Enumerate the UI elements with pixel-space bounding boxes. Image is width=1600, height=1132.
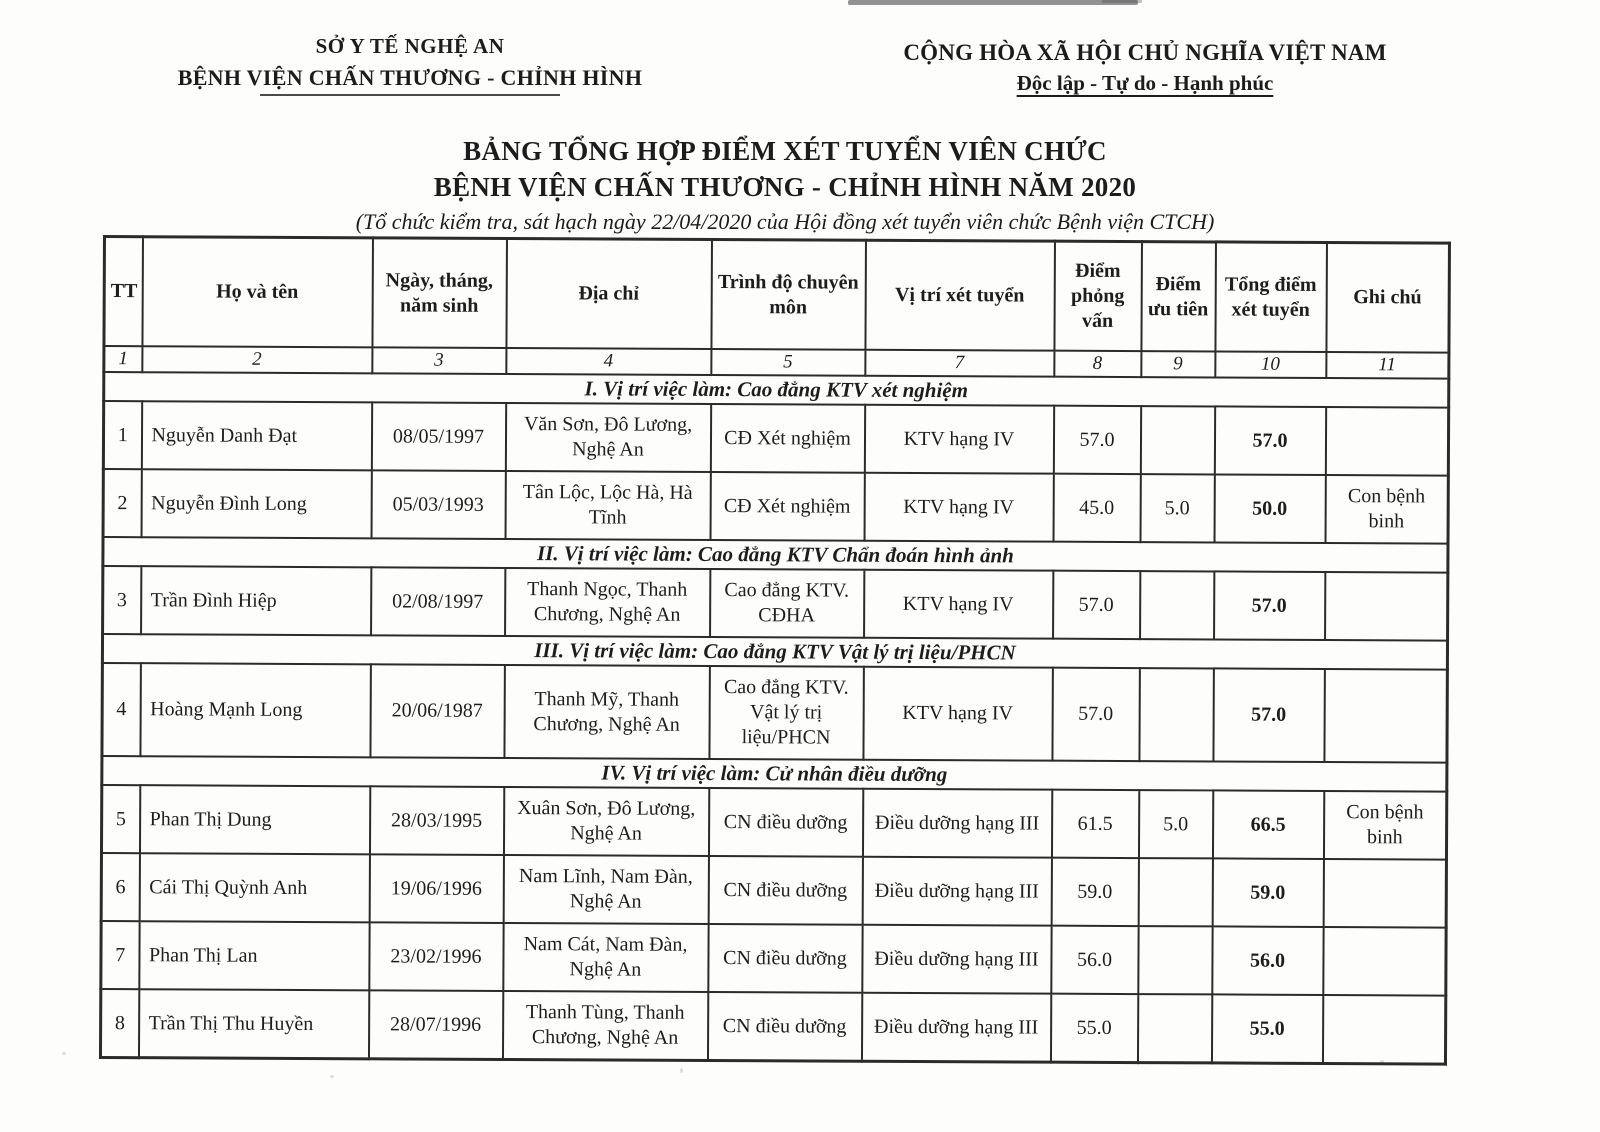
cell-total_score: 56.0 bbox=[1212, 926, 1323, 995]
cell-position: KTV hạng IV bbox=[864, 405, 1053, 474]
cell-priority_score: 5.0 bbox=[1140, 474, 1214, 542]
cell-note bbox=[1323, 859, 1446, 928]
cell-dob: 28/03/1995 bbox=[369, 786, 503, 855]
cell-name: Trần Thị Thu Huyền bbox=[138, 989, 368, 1059]
cell-address: Thanh Tùng, Thanh Chương, Nghệ An bbox=[502, 991, 707, 1061]
cell-dob: 20/06/1987 bbox=[370, 664, 504, 758]
scan-speck bbox=[330, 1075, 334, 1078]
cell-position: Điều dưỡng hạng III bbox=[862, 925, 1051, 994]
cell-position: KTV hạng IV bbox=[863, 667, 1052, 761]
cell-qualification: CN điều dưỡng bbox=[708, 924, 862, 993]
cell-qualification: CĐ Xét nghiệm bbox=[710, 472, 864, 541]
column-header-name: Họ và tên bbox=[142, 237, 373, 348]
table-row bbox=[102, 663, 1447, 763]
cell-interview_score: 61.5 bbox=[1051, 790, 1138, 858]
column-number-tt: 1 bbox=[104, 346, 142, 372]
scan-speck bbox=[62, 1052, 66, 1055]
scan-speck bbox=[680, 1068, 683, 1073]
section-label: IV. Vị trí việc làm: Cử nhân điều dưỡng bbox=[102, 756, 1447, 792]
national-motto-block bbox=[855, 40, 1435, 96]
cell-total_score: 55.0 bbox=[1211, 994, 1322, 1063]
scan-artifact-bar bbox=[1102, 0, 1142, 3]
cell-note bbox=[1322, 995, 1445, 1064]
cell-note bbox=[1325, 407, 1448, 476]
cell-name: Phan Thị Dung bbox=[139, 785, 369, 854]
cell-position: Điều dưỡng hạng III bbox=[861, 993, 1050, 1062]
cell-priority_score bbox=[1140, 571, 1214, 639]
cell-qualification: CN điều dưỡng bbox=[708, 788, 862, 857]
cell-note bbox=[1325, 572, 1448, 641]
cell-address: Xuân Sơn, Đô Lương, Nghệ An bbox=[503, 787, 708, 856]
cell-note: Con bệnh binh bbox=[1323, 791, 1446, 860]
document-title-line2: BỆNH VIỆN CHẤN THƯƠNG - CHỈNH HÌNH NĂM 2020 bbox=[433, 172, 1137, 202]
cell-qualification: CĐ Xét nghiệm bbox=[710, 404, 864, 473]
table-row bbox=[103, 469, 1448, 544]
cell-address: Tân Lộc, Lộc Hà, Hà Tĩnh bbox=[505, 471, 710, 540]
cell-note bbox=[1323, 927, 1446, 996]
cell-tt: 5 bbox=[101, 785, 139, 853]
cell-total_score: 57.0 bbox=[1214, 406, 1325, 475]
cell-total_score: 66.5 bbox=[1212, 790, 1323, 859]
org-name-underline bbox=[260, 94, 560, 96]
cell-name: Nguyễn Danh Đạt bbox=[141, 401, 371, 470]
cell-position: Điều dưỡng hạng III bbox=[862, 789, 1051, 858]
cell-priority_score bbox=[1140, 406, 1214, 474]
table-row bbox=[103, 401, 1448, 476]
table-row bbox=[103, 566, 1448, 641]
issuing-org-block bbox=[130, 34, 690, 96]
column-header-dob: Ngày, tháng, năm sinh bbox=[372, 238, 507, 348]
table-row bbox=[101, 785, 1446, 860]
cell-priority_score bbox=[1137, 994, 1211, 1063]
section-label: II. Vị trí việc làm: Cao đẳng KTV Chẩn đoán hình ảnh bbox=[103, 537, 1448, 573]
national-motto: Độc lập - Tự do - Hạnh phúc bbox=[1016, 71, 1274, 95]
cell-dob: 02/08/1997 bbox=[371, 567, 505, 636]
cell-tt: 4 bbox=[102, 663, 140, 756]
cell-interview_score: 59.0 bbox=[1051, 858, 1138, 926]
cell-dob: 08/05/1997 bbox=[371, 402, 505, 471]
cell-address: Nam Lĩnh, Nam Đàn, Nghệ An bbox=[503, 855, 708, 924]
cell-dob: 19/06/1996 bbox=[369, 854, 503, 923]
cell-tt: 7 bbox=[101, 921, 139, 989]
cell-name: Hoàng Mạnh Long bbox=[140, 663, 370, 757]
cell-tt: 2 bbox=[103, 469, 141, 537]
cell-interview_score: 57.0 bbox=[1053, 571, 1140, 639]
cell-qualification: CN điều dưỡng bbox=[708, 856, 862, 925]
document-title-line1: BẢNG TỔNG HỢP ĐIỂM XÉT TUYỂN VIÊN CHỨC bbox=[463, 136, 1107, 166]
cell-interview_score: 57.0 bbox=[1053, 406, 1140, 474]
cell-qualification: Cao đẳng KTV. Vật lý trị liệu/PHCN bbox=[709, 666, 863, 760]
document-subtitle: (Tổ chức kiểm tra, sát hạch ngày 22/04/2020 của Hội đồng xét tuyển viên chức Bệnh viện CTCH) bbox=[355, 209, 1215, 234]
cell-priority_score bbox=[1138, 926, 1212, 994]
column-number-qualification: 5 bbox=[711, 349, 865, 376]
column-header-note: Ghi chú bbox=[1326, 242, 1450, 352]
column-header-position: Vị trí xét tuyển bbox=[865, 240, 1055, 350]
header-row bbox=[104, 237, 1450, 353]
org-parent-name: SỞ Y TẾ NGHỆ AN bbox=[315, 34, 505, 58]
column-number-priority_score: 9 bbox=[1141, 351, 1215, 377]
column-number-total_score: 10 bbox=[1215, 351, 1326, 378]
cell-note bbox=[1324, 669, 1447, 763]
section-label: III. Vị trí việc làm: Cao đẳng KTV Vật lý trị liệu/PHCN bbox=[102, 634, 1447, 670]
cell-position: KTV hạng IV bbox=[864, 570, 1053, 639]
cell-address: Thanh Ngọc, Thanh Chương, Nghệ An bbox=[505, 568, 710, 637]
cell-note: Con bệnh binh bbox=[1325, 475, 1448, 544]
national-title: CỘNG HÒA XÃ HỘI CHỦ NGHĨA VIỆT NAM bbox=[903, 40, 1387, 65]
cell-tt: 3 bbox=[103, 566, 141, 634]
table-row bbox=[101, 853, 1446, 928]
cell-total_score: 57.0 bbox=[1214, 571, 1325, 640]
cell-qualification: Cao đẳng KTV. CĐHA bbox=[710, 569, 864, 638]
cell-dob: 28/07/1996 bbox=[368, 990, 502, 1059]
cell-tt: 6 bbox=[101, 853, 139, 921]
org-name: BỆNH VIỆN CHẤN THƯƠNG - CHỈNH HÌNH bbox=[177, 65, 643, 90]
cell-address: Thanh Mỹ, Thanh Chương, Nghệ An bbox=[504, 665, 709, 759]
column-header-total_score: Tổng điểm xét tuyển bbox=[1215, 242, 1327, 352]
cell-name: Phan Thị Lan bbox=[139, 921, 369, 990]
cell-tt: 1 bbox=[103, 401, 141, 469]
cell-position: KTV hạng IV bbox=[864, 473, 1053, 542]
table-row bbox=[100, 989, 1445, 1064]
document-title-block bbox=[200, 136, 1370, 235]
table-body bbox=[100, 372, 1448, 1064]
cell-address: Nam Cát, Nam Đàn, Nghệ An bbox=[503, 923, 708, 992]
cell-dob: 23/02/1996 bbox=[369, 922, 503, 991]
cell-interview_score: 55.0 bbox=[1050, 994, 1137, 1063]
column-number-position: 7 bbox=[865, 350, 1054, 377]
cell-total_score: 57.0 bbox=[1213, 668, 1324, 762]
cell-name: Cái Thị Quỳnh Anh bbox=[139, 853, 369, 922]
column-number-note: 11 bbox=[1326, 352, 1449, 379]
column-number-address: 4 bbox=[506, 348, 711, 375]
column-header-interview_score: Điểm phỏng vấn bbox=[1054, 241, 1142, 351]
cell-name: Nguyễn Đình Long bbox=[141, 469, 371, 538]
section-label: I. Vị trí việc làm: Cao đẳng KTV xét nghiệm bbox=[104, 372, 1449, 408]
cell-qualification: CN điều dưỡng bbox=[707, 992, 861, 1061]
column-header-tt: TT bbox=[104, 237, 143, 347]
cell-total_score: 59.0 bbox=[1212, 858, 1323, 927]
cell-priority_score: 5.0 bbox=[1138, 790, 1212, 858]
column-number-interview_score: 8 bbox=[1054, 351, 1141, 377]
score-table-wrap bbox=[99, 235, 1448, 1066]
scan-artifact-bar bbox=[848, 0, 1138, 5]
cell-position: Điều dưỡng hạng III bbox=[862, 857, 1051, 926]
column-header-qualification: Trình độ chuyên môn bbox=[711, 239, 866, 349]
cell-dob: 05/03/1993 bbox=[371, 470, 505, 539]
column-number-dob: 3 bbox=[372, 347, 506, 374]
table-row bbox=[101, 921, 1446, 996]
cell-interview_score: 56.0 bbox=[1051, 926, 1138, 994]
cell-name: Trần Đình Hiệp bbox=[141, 566, 371, 635]
column-header-address: Địa chỉ bbox=[506, 238, 712, 349]
cell-address: Văn Sơn, Đô Lương, Nghệ An bbox=[505, 403, 710, 472]
cell-interview_score: 57.0 bbox=[1052, 668, 1139, 761]
column-header-priority_score: Điểm ưu tiên bbox=[1141, 242, 1216, 352]
cell-tt: 8 bbox=[100, 989, 138, 1058]
column-number-name: 2 bbox=[142, 346, 372, 373]
cell-interview_score: 45.0 bbox=[1053, 474, 1140, 542]
cell-total_score: 50.0 bbox=[1214, 474, 1325, 543]
score-table bbox=[99, 235, 1451, 1066]
cell-priority_score bbox=[1138, 858, 1212, 926]
cell-priority_score bbox=[1139, 668, 1213, 761]
